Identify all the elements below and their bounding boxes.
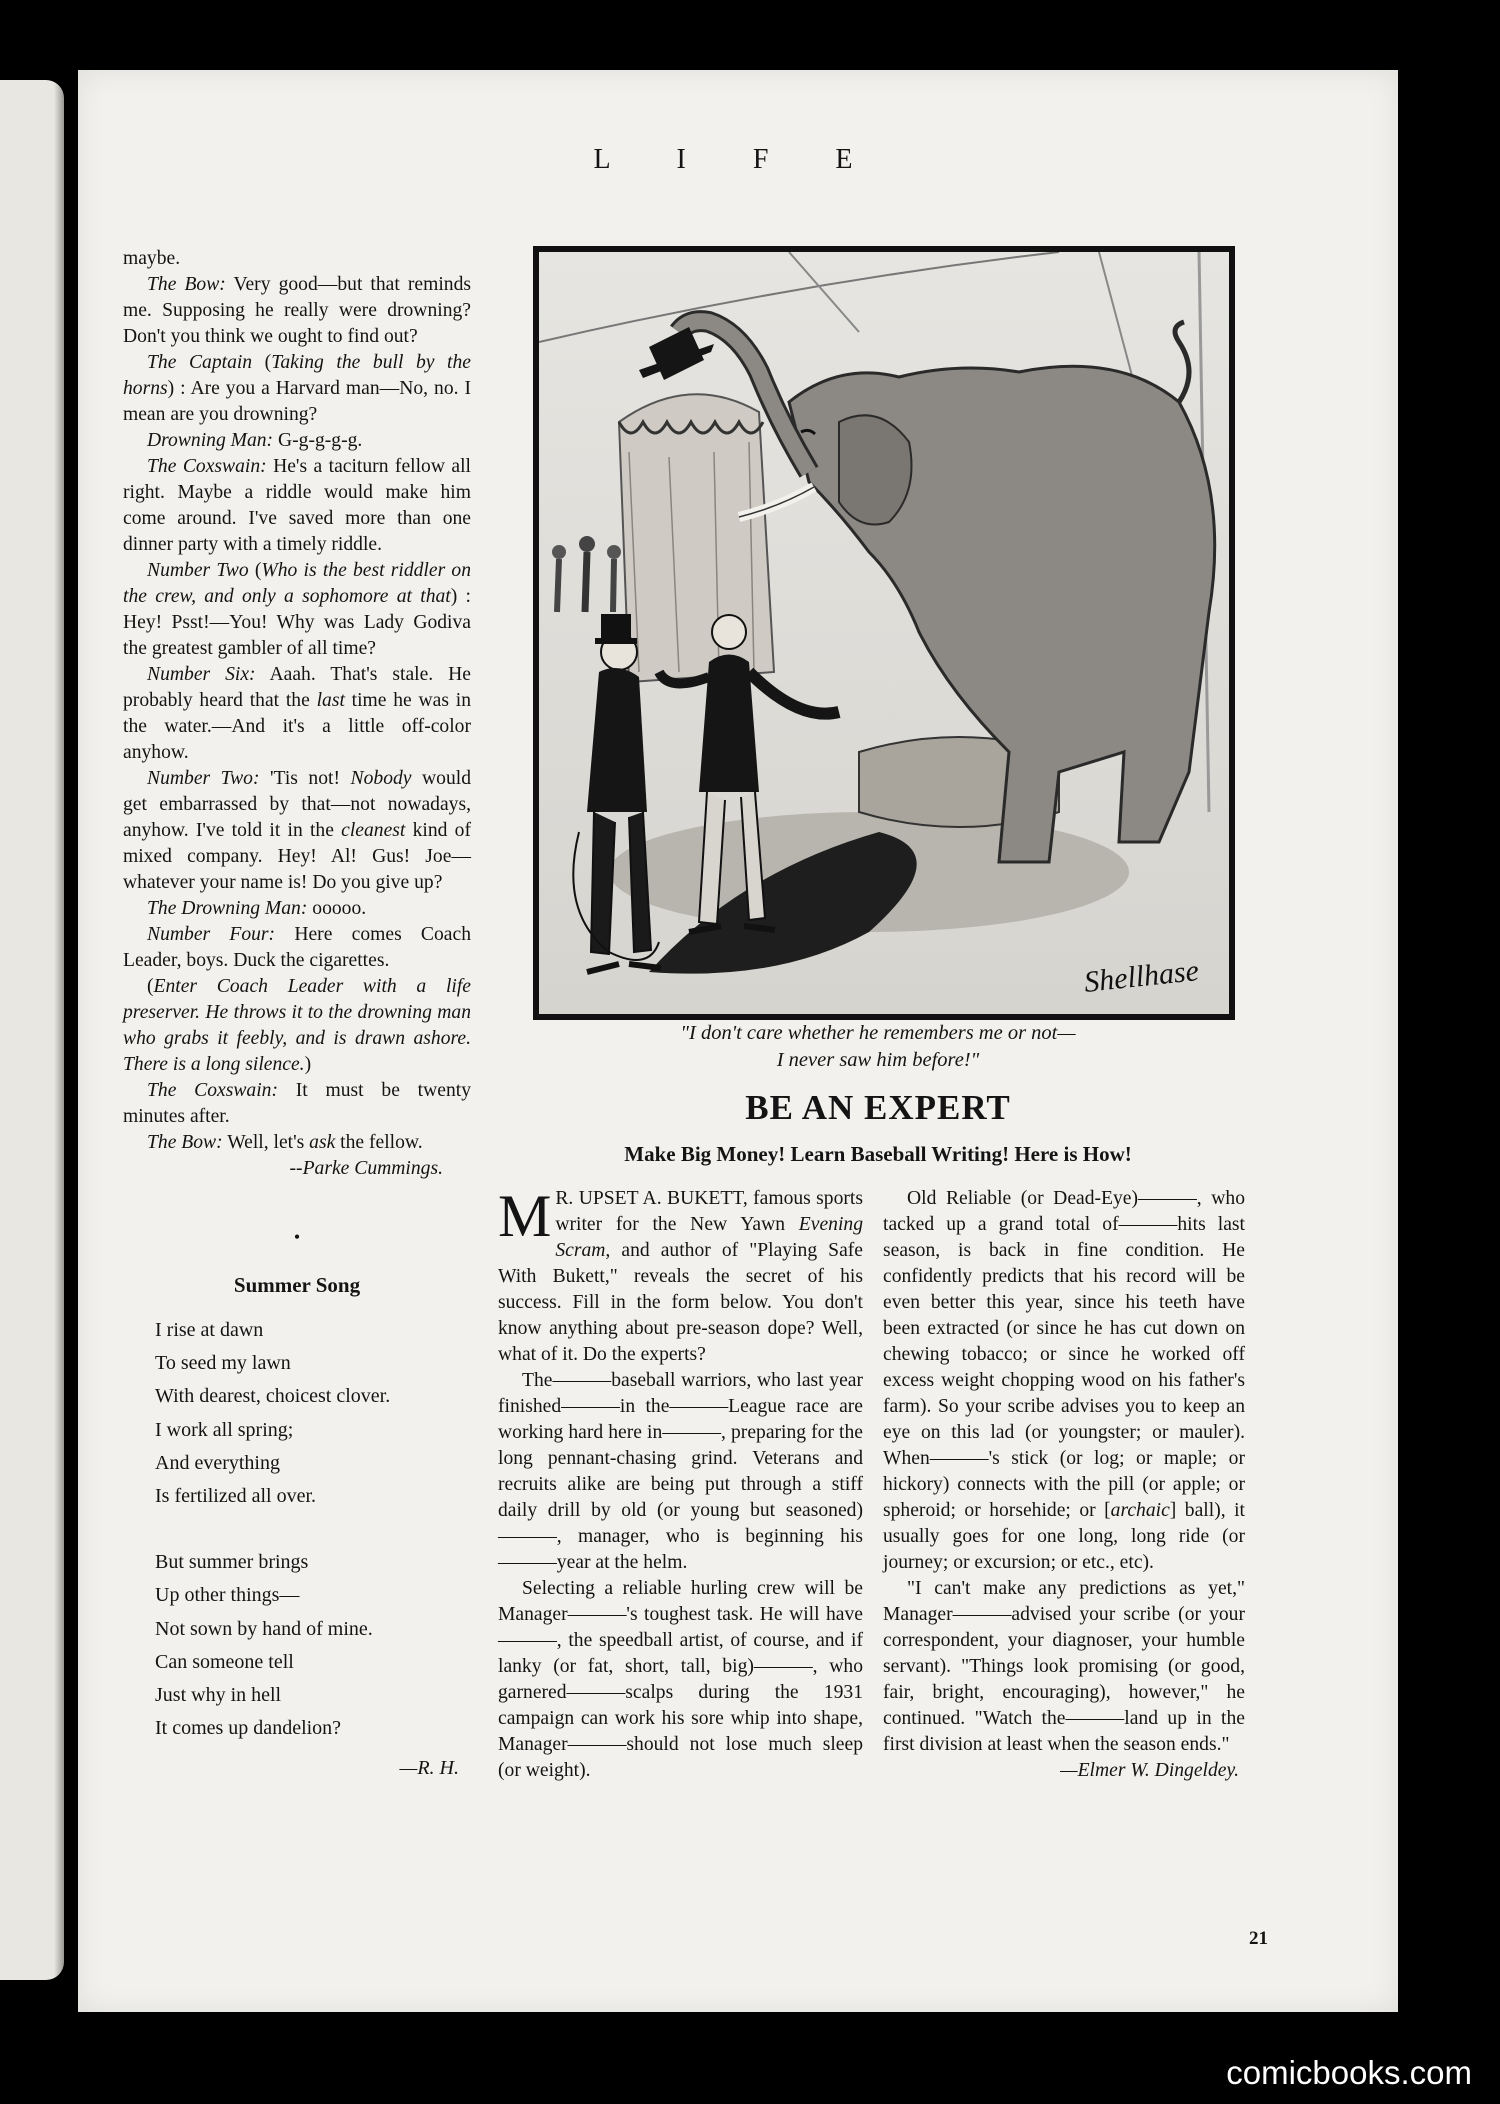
article-column-1	[498, 1183, 863, 1784]
text-run: ] ball), it usually goes for one long, long ride (or journey; or excursion; or etc., etc).	[883, 1500, 1245, 1573]
paragraph	[123, 896, 471, 922]
poem-body	[123, 1314, 471, 1745]
text-run: and author of "Playing Safe With Bukett," reveals the secret of his success. Fill in the form below. You don't know anything about pre-season dope? Well, what of it. Do the experts?	[498, 1240, 863, 1365]
paragraph	[123, 974, 471, 1078]
italic-run: cleanest	[341, 820, 406, 841]
italic-run: ask	[309, 1132, 336, 1153]
italic-run: Number Two	[147, 560, 249, 581]
italic-run: Number Six:	[147, 664, 256, 685]
article-subtitle: Make Big Money! Learn Baseball Writing! Here is How!	[624, 1142, 1132, 1166]
italic-run: Number Four:	[147, 924, 276, 945]
paragraph	[883, 1576, 1245, 1758]
paragraph	[123, 558, 471, 662]
text-run: Old Reliable (or Dead-Eye)———, who tacked up a grand total of———hits last season, is back in fine condition. He confidently predicts that his record will be even better this year, since his teeth have been extracted (or since he has cut down on chewing tobacco; or since he worked off excess weight chopping wood on his father's farm). So your scribe advises you to keep an eye on this lad (or youngster; or mauler). When———'s stick (or log; or maple; or hickory) connects with the pill (or apple; or spheroid; or horsehide; or [	[883, 1188, 1245, 1521]
drop-cap: M	[498, 1183, 552, 1249]
poem-line: Just why in hell	[155, 1684, 282, 1707]
elephant-circus-drawing	[539, 252, 1229, 1014]
text-run: (	[248, 560, 262, 581]
text-run: Well, let's	[222, 1132, 310, 1153]
paragraph	[123, 1078, 471, 1130]
paragraph	[123, 272, 471, 350]
text-run: R. UPSET A. BUKETT, famous sports writer for the New Yawn	[555, 1188, 863, 1235]
text-run: "I can't make any predictions as yet," Manager———advised your scribe (or your correspondent, your diagnoser, your humble servant). "Things look promising (or good, fair, bright, encouraging), however," he continued. "Watch the———land up in the first division at least when the season ends."	[883, 1578, 1245, 1755]
text-run: Very good—but that reminds me. Supposing he really were drowning? Don't you think we ought to find out?	[123, 274, 471, 347]
paragraph	[498, 1368, 863, 1576]
stanza-break	[155, 1513, 471, 1546]
text-run: time he was in the water.—And it's a little off-color anyhow.	[123, 690, 472, 763]
poem-line: I work all spring;	[155, 1418, 294, 1441]
paragraph	[123, 428, 471, 454]
paragraph	[123, 922, 471, 974]
magazine-page	[78, 70, 1398, 2012]
text-run: the fellow.	[335, 1132, 423, 1153]
left-column	[123, 246, 471, 1781]
caption-line-1: "I don't care whether he remembers me or not—	[680, 1022, 1076, 1044]
paragraph	[123, 1130, 471, 1156]
italic-run: The Coxswain:	[147, 1080, 278, 1101]
text-run: He's a taciturn fellow all right. Maybe a riddle would make him come around. I've saved more than one dinner party with a timely riddle.	[123, 456, 471, 555]
text-run: ) : Hey! Psst!—You! Why was Lady Godiva the greatest gambler of all time?	[123, 586, 472, 659]
poem-line: It comes up dandelion?	[155, 1717, 342, 1740]
poem-line: To seed my lawn	[155, 1352, 291, 1375]
section-separator: •	[293, 1227, 301, 1247]
paragraph	[123, 246, 471, 272]
site-watermark: comicbooks.com	[1226, 2054, 1472, 2091]
poem-line: And everything	[155, 1451, 280, 1474]
poem-line: With dearest, choicest clover.	[155, 1385, 391, 1408]
italic-run: The Captain	[147, 352, 253, 373]
italic-run: Evening Scram,	[555, 1214, 863, 1261]
text-run: The———baseball warriors, who last year finished———in the———League race are working hard here in———, preparing for the long pennant-chasing grind. Veterans and recruits alike are being put through a stiff daily drill by old (or young but seasoned)———, manager, who is beginning his———year at the helm.	[498, 1370, 863, 1573]
text-run: ooooo.	[307, 898, 367, 919]
previous-page-edge	[0, 80, 64, 1980]
poem-line: I rise at dawn	[155, 1319, 264, 1341]
italic-run: Enter Coach Leader with a life preserver. He throws it to the drowning man who grabs it feebly, and is drawn ashore. There is a long silence.	[123, 976, 471, 1075]
italic-run: Number Two:	[147, 768, 260, 789]
italic-run: archaic	[1110, 1500, 1170, 1521]
poem-signature: —R. H.	[399, 1757, 459, 1780]
text-run: kind of mixed company. Hey! Al! Gus! Joe—whatever your name is! Do you give up?	[123, 820, 471, 893]
text-run: Selecting a reliable hurling crew will be Manager———'s toughest task. He will have———, the speedball artist, of course, and if lanky (or fat, short, tall, big)———, who garnered———scalps during the 1931 campaign can work his sore whip into shape, Manager———should not lose much sleep (or weight).	[498, 1578, 863, 1781]
caption-line-2: I never saw him before!"	[776, 1049, 980, 1071]
artist-signature: Shellhase	[1082, 954, 1201, 999]
text-run: ) : Are you a Harvard man—No, no. I mean are you drowning?	[123, 378, 471, 425]
paragraph	[498, 1183, 863, 1368]
drowning-skit-text	[123, 246, 471, 1156]
poem-line: Up other things—	[155, 1584, 300, 1607]
poem-line: Is fertilized all over.	[155, 1485, 317, 1508]
article-title: BE AN EXPERT	[745, 1088, 1011, 1127]
paragraph	[498, 1576, 863, 1784]
poem-line: Can someone tell	[155, 1650, 294, 1673]
text-run: Aaah. That's stale. He probably heard that the	[123, 664, 471, 711]
italic-run: The Drowning Man:	[147, 898, 308, 919]
text-run: would get embarrassed by that—not nowadays, anyhow. I've told it in the	[123, 768, 471, 841]
italic-run: The Coxswain:	[147, 456, 267, 477]
skit-signature: --Parke Cummings.	[289, 1158, 443, 1179]
page-number: 21	[1249, 1928, 1268, 1949]
text-run: (	[147, 976, 154, 997]
poem-title: Summer Song	[233, 1273, 361, 1297]
text-run: It must be twenty minutes after.	[123, 1080, 472, 1127]
italic-run: last	[316, 690, 345, 711]
italic-run: Who is the best riddler on the crew, and only a sophomore at that	[123, 560, 472, 607]
italic-run: Taking the bull by the horns	[123, 352, 471, 399]
paragraph	[123, 766, 471, 896]
running-header: L I F E	[593, 144, 883, 175]
poem-line: Not sown by hand of mine.	[155, 1617, 373, 1640]
paragraph	[883, 1186, 1245, 1576]
italic-run: Nobody	[350, 768, 412, 789]
poem-line: But summer brings	[155, 1551, 309, 1574]
text-run: (	[252, 352, 272, 373]
paragraph	[123, 350, 471, 428]
cartoon-caption	[518, 1020, 1238, 1074]
text-run: G-g-g-g-g.	[273, 430, 363, 451]
text-run: )	[304, 1054, 312, 1075]
paragraph	[123, 662, 471, 766]
article-column-2	[883, 1186, 1245, 1784]
text-run: 'Tis not!	[259, 768, 351, 789]
article-column-2-text	[883, 1186, 1245, 1758]
text-run: maybe.	[123, 248, 181, 269]
text-run: Here comes Coach Leader, boys. Duck the cigarettes.	[123, 924, 471, 971]
italic-run: Drowning Man:	[147, 430, 274, 451]
article-signature: —Elmer W. Dingeldey.	[1060, 1760, 1239, 1781]
italic-run: The Bow:	[147, 274, 226, 295]
paragraph	[123, 454, 471, 558]
article-column-1-text	[498, 1183, 863, 1784]
italic-run: The Bow:	[147, 1132, 223, 1153]
cartoon-illustration	[533, 246, 1235, 1020]
